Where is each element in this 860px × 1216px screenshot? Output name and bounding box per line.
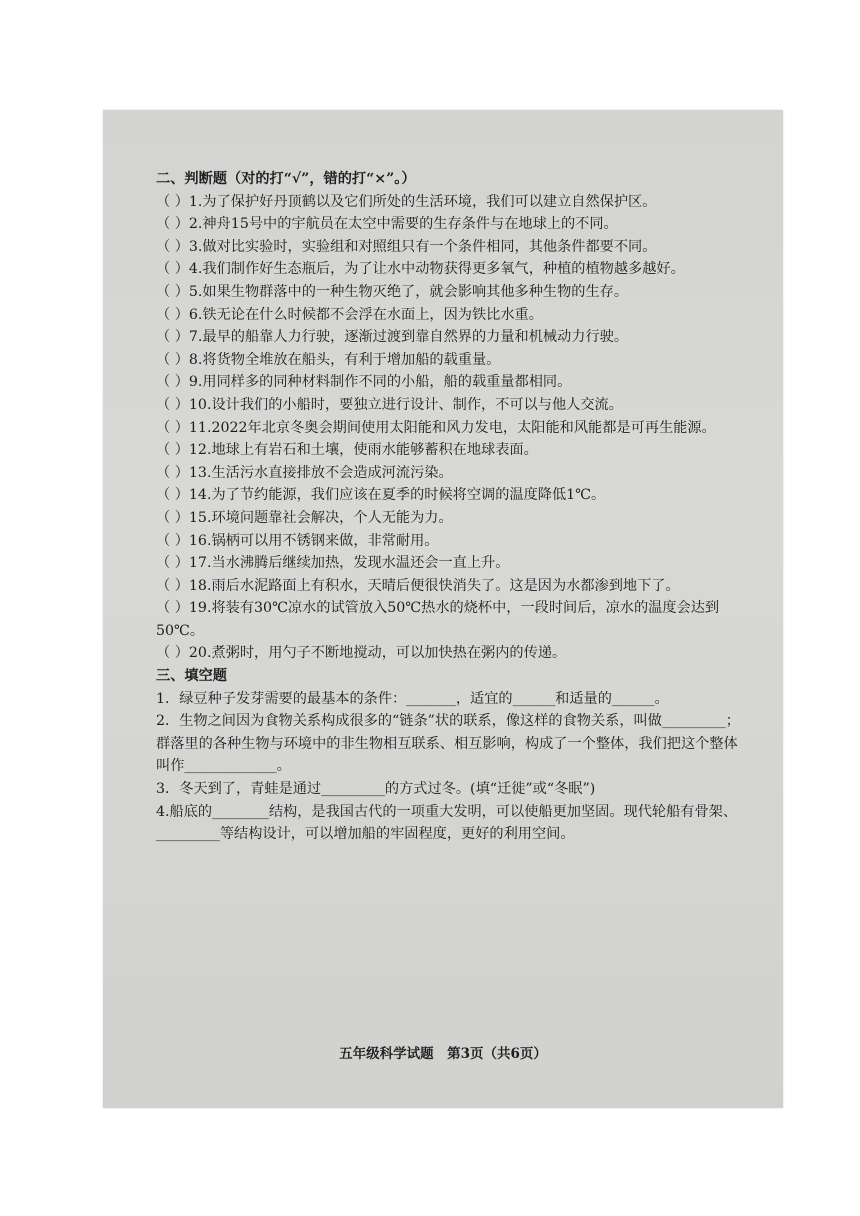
question-item: （ ）3.做对比实验时，实验组和对照组只有一个条件相同，其他条件都要不同。 bbox=[156, 238, 657, 255]
question-item: （ ）11.2022年北京冬奥会期间使用太阳能和风力发电，太阳能和风能都是可再生能源。 bbox=[156, 419, 716, 436]
question-item: 1．绿豆种子发芽需要的最基本的条件：_______，适宜的______和适量的______。 bbox=[156, 690, 669, 707]
question-item: 2．生物之间因为食物关系构成很多的“链条”状的联系，像这样的食物关系，叫做_________；群落里的各种生物与环境中的非生物相互联系、相互影响，构成了一个整体，我们把这个整体叫作_____________。 bbox=[156, 713, 740, 775]
question-item: （ ）1.为了保护好丹顶鹤以及它们所处的生活环境，我们可以建立自然保护区。 bbox=[156, 193, 657, 210]
question-item: （ ）17.当水沸腾后继续加热，发现水温还会一直上升。 bbox=[156, 555, 510, 572]
page-footer: 五年级科学试题 第3页（共6页） bbox=[339, 1046, 547, 1062]
question-item: （ ）13.生活污水直接排放不会造成河流污染。 bbox=[156, 464, 453, 481]
question-item: （ ）16.锅柄可以用不锈钢来做，非常耐用。 bbox=[156, 532, 439, 549]
question-item: （ ）5.如果生物群落中的一种生物灭绝了，就会影响其他多种生物的生存。 bbox=[156, 283, 629, 300]
question-item: （ ）7.最早的船靠人力行驶，逐渐过渡到靠自然界的力量和机械动力行驶。 bbox=[156, 329, 629, 346]
question-item: （ ）12.地球上有岩石和土壤，使雨水能够蓄积在地球表面。 bbox=[156, 442, 538, 459]
question-item: （ ）8.将货物全堆放在船头，有利于增加船的载重量。 bbox=[156, 351, 501, 368]
exam-page bbox=[103, 110, 783, 1108]
question-item: 3．冬天到了，青蛙是通过_________的方式过冬。(填“迁徙”或“冬眠”) bbox=[156, 781, 596, 798]
question-item: （ ）6.铁无论在什么时候都不会浮在水面上，因为铁比水重。 bbox=[156, 306, 543, 323]
question-item: （ ）18.雨后水泥路面上有积水，天晴后便很快消失了。这是因为水都渗到地下了。 bbox=[156, 577, 680, 594]
fill-blank-list bbox=[156, 688, 740, 846]
question-item: （ ）19.将装有30℃凉水的试管放入50℃热水的烧杯中，一段时间后，凉水的温度会达到50℃。 bbox=[156, 600, 720, 639]
question-item: （ ）2.神舟15号中的宇航员在太空中需要的生存条件与在地球上的不同。 bbox=[156, 216, 618, 233]
true-false-list bbox=[156, 191, 740, 665]
question-item: （ ）9.用同样多的同种材料制作不同的小船，船的载重量都相同。 bbox=[156, 374, 572, 391]
question-item: （ ）14.为了节约能源，我们应该在夏季的时候将空调的温度降低1℃。 bbox=[156, 487, 606, 504]
question-item: （ ）20.煮粥时，用勺子不断地搅动，可以加快热在粥内的传递。 bbox=[156, 645, 567, 662]
section-3-title: 三、填空题 bbox=[156, 668, 227, 685]
question-item: （ ）10.设计我们的小船时，要独立进行设计、制作，不可以与他人交流。 bbox=[156, 396, 623, 413]
question-item: （ ）15.环境问题靠社会解决，个人无能为力。 bbox=[156, 509, 453, 526]
question-item: 4.船底的________结构，是我国古代的一项重大发明，可以使船更加坚固。现代轮船有骨架、_________等结构设计，可以增加船的牢固程度，更好的利用空间。 bbox=[156, 803, 738, 843]
section-2-title: 二、判断题（对的打“√”，错的打“×”。） bbox=[156, 171, 416, 187]
question-item: （ ）4.我们制作好生态瓶后，为了让水中动物获得更多氧气，种植的植物越多越好。 bbox=[156, 261, 685, 278]
page-content bbox=[156, 168, 740, 846]
